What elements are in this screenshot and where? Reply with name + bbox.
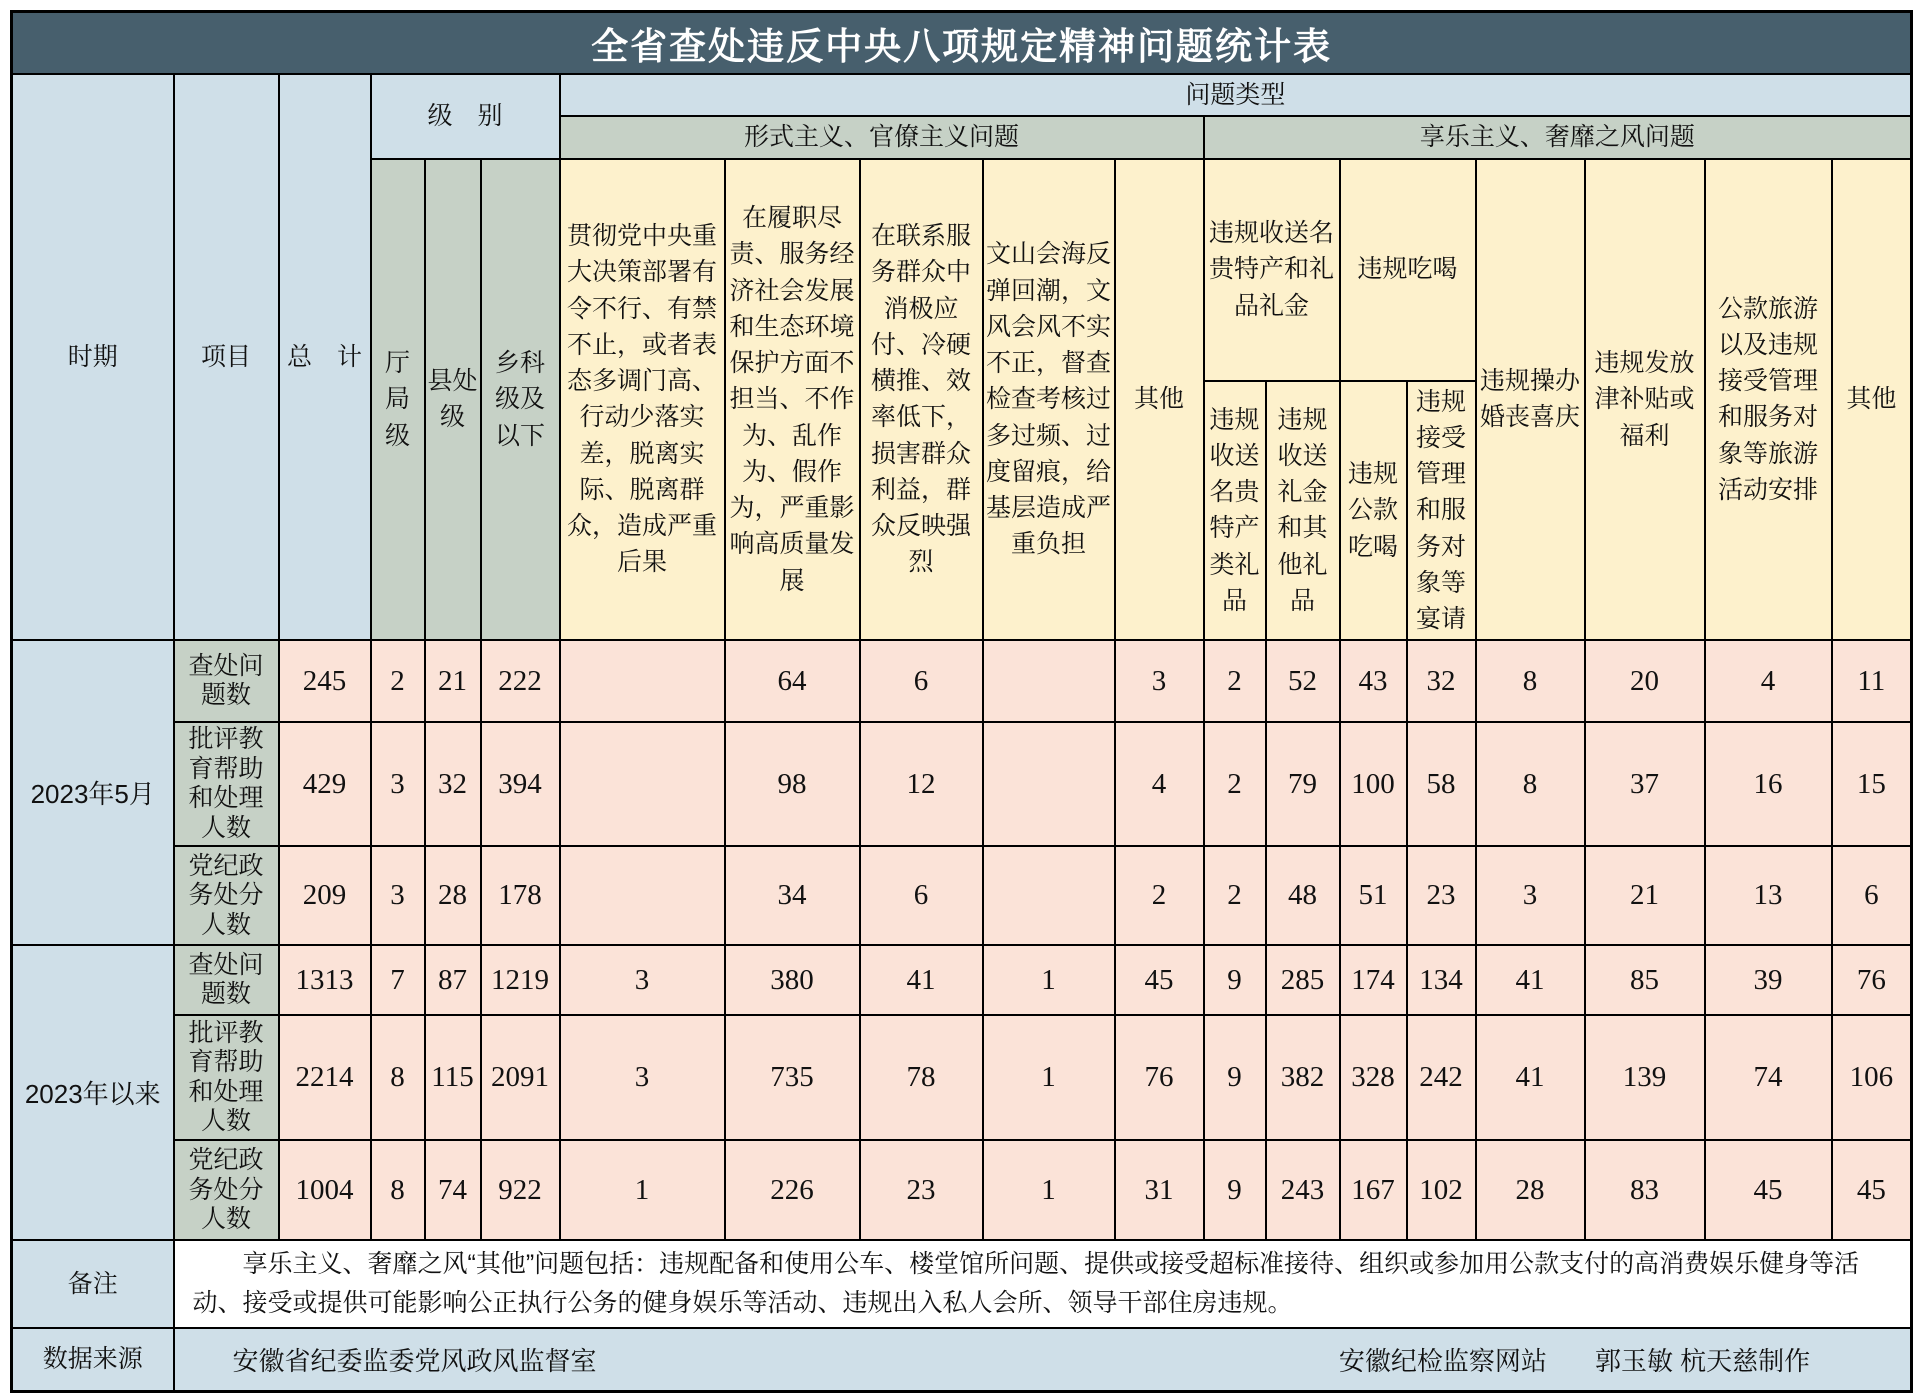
- col-header-gifts-cash: 违规收送礼金和其他礼品: [1266, 381, 1340, 641]
- col-header-formalism-2: 在履职尽责、服务经济社会发展和生态环境保护方面不担当、不作为、乱作为、假作为，严重影响高质量发展: [725, 159, 860, 641]
- data-cell: 64: [725, 640, 860, 722]
- data-cell: 43: [1340, 640, 1407, 722]
- data-cell: 76: [1832, 945, 1912, 1015]
- data-cell: 380: [725, 945, 860, 1015]
- col-header-formalism-4: 文山会海反弹回潮，文风会风不实不正，督查检查考核过多过频、过度留痕，给基层造成严重负担: [983, 159, 1115, 641]
- data-cell: 382: [1266, 1015, 1340, 1140]
- data-cell: 2: [1204, 640, 1266, 722]
- data-cell: 2214: [279, 1015, 371, 1140]
- source-website: 安徽纪检监察网站: [1338, 1346, 1547, 1376]
- data-cell: 28: [1476, 1140, 1585, 1240]
- data-cell: 32: [1407, 640, 1476, 722]
- col-header-dining-group: 违规吃喝: [1340, 159, 1476, 381]
- data-cell: 23: [860, 1140, 983, 1240]
- data-cell: 394: [481, 722, 560, 846]
- data-cell: [983, 640, 1115, 722]
- data-cell: 52: [1266, 640, 1340, 722]
- data-cell: 328: [1340, 1015, 1407, 1140]
- data-cell: 167: [1340, 1140, 1407, 1240]
- col-header-dining-public-funds: 违规公款吃喝: [1340, 381, 1407, 641]
- data-cell: 37: [1585, 722, 1705, 846]
- data-cell: 6: [860, 846, 983, 945]
- row-label: 查处问题数: [174, 640, 279, 722]
- data-cell: 7: [371, 945, 425, 1015]
- data-cell: 9: [1204, 1015, 1266, 1140]
- data-cell: 8: [371, 1140, 425, 1240]
- data-cell: 226: [725, 1140, 860, 1240]
- row-label: 批评教育帮助和处理人数: [174, 1015, 279, 1140]
- col-header-gifts-group: 违规收送名贵特产和礼品礼金: [1204, 159, 1340, 381]
- data-cell: 115: [425, 1015, 481, 1140]
- remark-label: 备注: [12, 1240, 174, 1328]
- data-cell: 735: [725, 1015, 860, 1140]
- data-cell: 3: [560, 1015, 725, 1140]
- data-cell: 1: [983, 945, 1115, 1015]
- data-cell: 4: [1115, 722, 1204, 846]
- data-cell: 1219: [481, 945, 560, 1015]
- data-cell: 32: [425, 722, 481, 846]
- data-cell: 243: [1266, 1140, 1340, 1240]
- period-label: 2023年以来: [12, 945, 174, 1240]
- data-cell: 102: [1407, 1140, 1476, 1240]
- data-cell: 2: [1204, 846, 1266, 945]
- data-cell: 3: [1476, 846, 1585, 945]
- data-cell: 34: [725, 846, 860, 945]
- data-cell: 6: [1832, 846, 1912, 945]
- data-cell: 134: [1407, 945, 1476, 1015]
- data-cell: 1: [560, 1140, 725, 1240]
- data-cell: 1: [983, 1015, 1115, 1140]
- source-row: [175, 1341, 1911, 1378]
- data-cell: 222: [481, 640, 560, 722]
- col-header-level-dept: 厅局级: [371, 159, 425, 641]
- source-credit: 郭玉敏 杭天慈制作: [1594, 1346, 1811, 1376]
- data-cell: 285: [1266, 945, 1340, 1015]
- data-cell: 245: [279, 640, 371, 722]
- data-cell: 78: [860, 1015, 983, 1140]
- data-cell: 21: [425, 640, 481, 722]
- data-cell: 39: [1705, 945, 1832, 1015]
- data-cell: 1004: [279, 1140, 371, 1240]
- period-label: 2023年5月: [12, 640, 174, 945]
- data-cell: 174: [1340, 945, 1407, 1015]
- data-cell: 429: [279, 722, 371, 846]
- col-header-hedonism-group: 享乐主义、奢靡之风问题: [1204, 116, 1912, 158]
- data-cell: 45: [1832, 1140, 1912, 1240]
- data-cell: 21: [1585, 846, 1705, 945]
- data-cell: 2: [1204, 722, 1266, 846]
- data-cell: 2091: [481, 1015, 560, 1140]
- col-header-hedonism-other: 其他: [1832, 159, 1912, 641]
- data-cell: 45: [1705, 1140, 1832, 1240]
- data-cell: 3: [371, 846, 425, 945]
- data-cell: 100: [1340, 722, 1407, 846]
- col-header-allowances: 违规发放津补贴或福利: [1585, 159, 1705, 641]
- data-cell: 41: [860, 945, 983, 1015]
- data-cell: 106: [1832, 1015, 1912, 1140]
- source-office: 安徽省纪委监委党风政风监督室: [232, 1346, 597, 1376]
- data-cell: 4: [1705, 640, 1832, 722]
- data-cell: 13: [1705, 846, 1832, 945]
- data-cell: 2: [1115, 846, 1204, 945]
- data-cell: 45: [1115, 945, 1204, 1015]
- data-cell: 922: [481, 1140, 560, 1240]
- data-cell: 8: [1476, 722, 1585, 846]
- col-header-formalism-other: 其他: [1115, 159, 1204, 641]
- data-cell: 74: [1705, 1015, 1832, 1140]
- data-cell: 3: [1115, 640, 1204, 722]
- source-label: 数据来源: [12, 1328, 174, 1392]
- data-cell: 11: [1832, 640, 1912, 722]
- data-cell: 12: [860, 722, 983, 846]
- data-cell: 139: [1585, 1015, 1705, 1140]
- col-header-formalism-1: 贯彻党中央重大决策部署有令不行、有禁不止，或者表态多调门高、行动少落实差，脱离实际、脱离群众，造成严重后果: [560, 159, 725, 641]
- col-header-formalism-3: 在联系服务群众中消极应付、冷硬横推、效率低下，损害群众利益，群众反映强烈: [860, 159, 983, 641]
- data-cell: 242: [1407, 1015, 1476, 1140]
- data-cell: [983, 846, 1115, 945]
- col-header-period: 时期: [12, 74, 174, 640]
- col-header-total: 总 计: [279, 74, 371, 640]
- data-cell: 1: [983, 1140, 1115, 1240]
- data-cell: 23: [1407, 846, 1476, 945]
- data-cell: 6: [860, 640, 983, 722]
- remark-text: 享乐主义、奢靡之风“其他”问题包括：违规配备和使用公车、楼堂馆所问题、提供或接受超标准接待、组织或参加用公款支付的高消费娱乐健身等活动、接受或提供可能影响公正执行公务的健身娱乐等活动、违规出入私人会所、领导干部住房违规。: [174, 1240, 1912, 1328]
- col-header-item: 项目: [174, 74, 279, 640]
- data-cell: 9: [1204, 1140, 1266, 1240]
- data-cell: 20: [1585, 640, 1705, 722]
- data-cell: 87: [425, 945, 481, 1015]
- data-cell: 98: [725, 722, 860, 846]
- data-cell: 8: [371, 1015, 425, 1140]
- col-header-weddings-funerals: 违规操办婚丧喜庆: [1476, 159, 1585, 641]
- col-header-gifts-specialty: 违规收送名贵特产类礼品: [1204, 381, 1266, 641]
- data-cell: 15: [1832, 722, 1912, 846]
- data-cell: 3: [371, 722, 425, 846]
- source-content: [174, 1328, 1912, 1392]
- row-label: 党纪政务处分人数: [174, 846, 279, 945]
- col-header-dining-banquets: 违规接受管理和服务对象等宴请: [1407, 381, 1476, 641]
- data-cell: [560, 640, 725, 722]
- data-cell: 48: [1266, 846, 1340, 945]
- row-label: 查处问题数: [174, 945, 279, 1015]
- data-cell: [983, 722, 1115, 846]
- data-cell: 3: [560, 945, 725, 1015]
- data-cell: 8: [1476, 640, 1585, 722]
- data-cell: 74: [425, 1140, 481, 1240]
- row-label: 批评教育帮助和处理人数: [174, 722, 279, 846]
- col-header-public-travel: 公款旅游以及违规接受管理和服务对象等旅游活动安排: [1705, 159, 1832, 641]
- data-cell: 41: [1476, 945, 1585, 1015]
- data-cell: 2: [371, 640, 425, 722]
- col-header-level-county: 县处级: [425, 159, 481, 641]
- data-cell: 178: [481, 846, 560, 945]
- data-cell: 1313: [279, 945, 371, 1015]
- data-cell: 83: [1585, 1140, 1705, 1240]
- col-header-level-township: 乡科级及以下: [481, 159, 560, 641]
- data-cell: 41: [1476, 1015, 1585, 1140]
- data-cell: 16: [1705, 722, 1832, 846]
- data-cell: 31: [1115, 1140, 1204, 1240]
- data-cell: 209: [279, 846, 371, 945]
- row-label: 党纪政务处分人数: [174, 1140, 279, 1240]
- data-cell: 85: [1585, 945, 1705, 1015]
- col-header-problem-type: 问题类型: [560, 74, 1912, 116]
- table-title: 全省查处违反中央八项规定精神问题统计表: [12, 12, 1912, 75]
- data-cell: 9: [1204, 945, 1266, 1015]
- col-header-formalism-group: 形式主义、官僚主义问题: [560, 116, 1204, 158]
- data-cell: 76: [1115, 1015, 1204, 1140]
- data-cell: [560, 846, 725, 945]
- col-header-level: 级 别: [371, 74, 560, 159]
- data-cell: 51: [1340, 846, 1407, 945]
- data-cell: 58: [1407, 722, 1476, 846]
- data-cell: [560, 722, 725, 846]
- data-cell: 79: [1266, 722, 1340, 846]
- statistics-table: [10, 10, 1913, 1393]
- data-cell: 28: [425, 846, 481, 945]
